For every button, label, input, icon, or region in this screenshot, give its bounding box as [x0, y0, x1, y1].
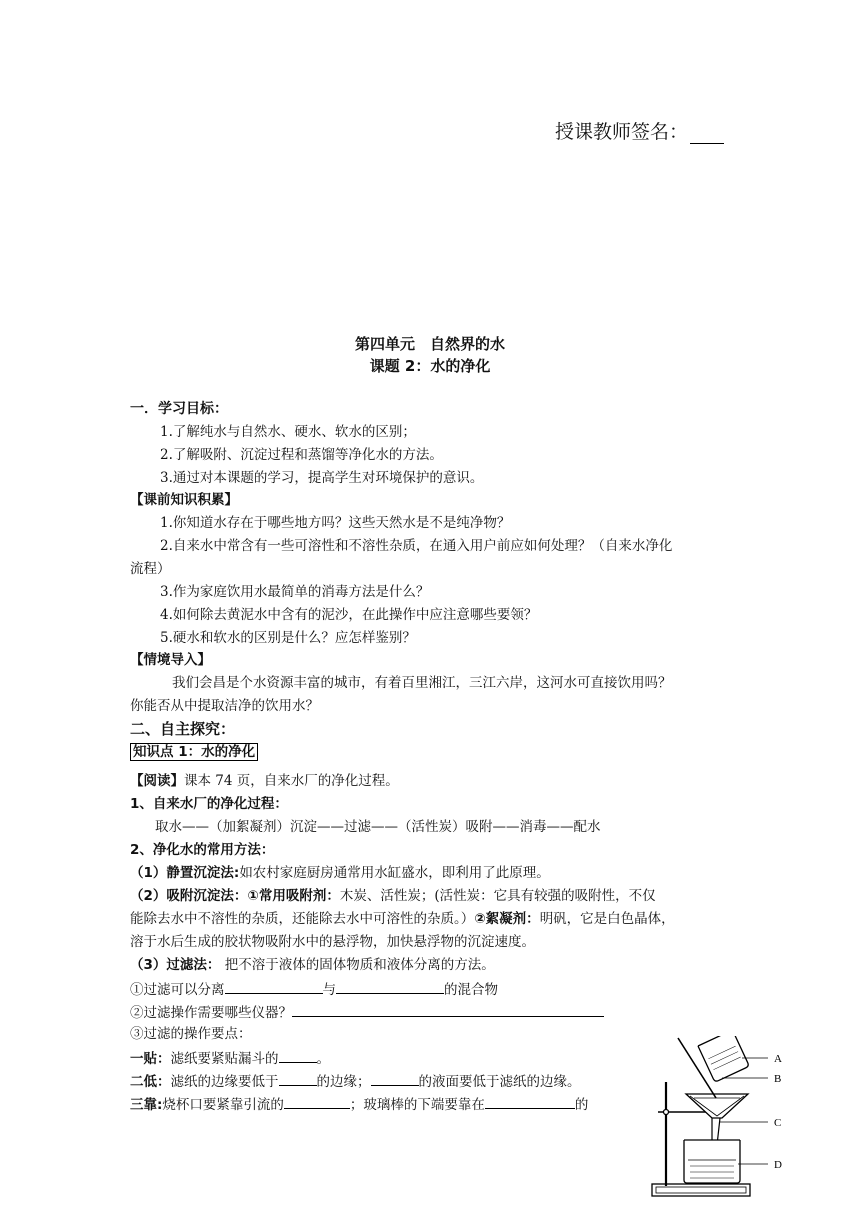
answer-blank[interactable] [284, 1094, 350, 1109]
method-1: （1）静置沉淀法:如农村家庭厨房通常用水缸盛水，即利用了此原理。 [130, 865, 550, 881]
read-text: 课本 74 页，自来水厂的净化过程。 [184, 773, 399, 789]
answer-blank[interactable] [225, 979, 323, 994]
answer-blank[interactable] [485, 1094, 575, 1109]
objective-item: 3.通过对本课题的学习，提高学生对环境保护的意识。 [160, 470, 484, 486]
explore-heading: 二、自主探究： [130, 720, 236, 738]
objective-item: 2.了解吸附、沉淀过程和蒸馏等净化水的方法。 [160, 447, 443, 463]
answer-blank[interactable] [292, 1002, 604, 1017]
two-low: 二低：滤纸的边缘要低于 的边缘； 的液面要低于滤纸的边缘。 [130, 1071, 581, 1091]
lesson-title: 课题 2：水的净化 [369, 357, 491, 375]
signature-label: 授课教师签名： [555, 121, 689, 143]
method-3: （3）过滤法： 把不溶于液体的固体物质和液体分离的方法。 [130, 957, 495, 973]
objective-item: 1.了解纯水与自然水、硬水、软水的区别； [160, 424, 416, 440]
scenario-heading: 【情境导入】 [130, 652, 211, 668]
label-a: A [774, 1053, 782, 1065]
method-3-name: 过滤法： [166, 957, 221, 973]
teacher-signature [555, 117, 724, 144]
preclass-q2: 2.自来水中常含有一些可溶性和不溶性杂质，在通入用户前应如何处理？（自来水净化 [160, 538, 673, 554]
scenario-line1: 我们会昌是个水资源丰富的城市，有着百里湘江，三江六岸，这河水可直接饮用吗？ [172, 675, 672, 691]
method-2-cont2: 溶于水后生成的胶状物吸附水中的悬浮物，加快悬浮物的沉淀速度。 [130, 934, 535, 950]
plant-process-flow: 取水——（加絮凝剂）沉淀——过滤——（活性炭）吸附——消毒——配水 [155, 819, 601, 835]
answer-blank[interactable] [371, 1071, 419, 1086]
method-2: （2）吸附沉淀法：①常用吸附剂：木炭、活性炭；(活性炭：它具有较强的吸附性，不仅 [130, 888, 656, 904]
label-c: C [774, 1117, 782, 1129]
signature-blank[interactable] [690, 125, 724, 144]
preclass-q2-cont: 流程） [130, 561, 171, 577]
objectives-heading: 一．学习目标： [130, 401, 228, 417]
method-2-cont: 能除去水中不溶性的杂质，还能除去水中可溶性的杂质。）②絮凝剂：明矾，它是白色晶体， [130, 911, 675, 927]
read-line [130, 772, 399, 790]
preclass-q1: 1.你知道水存在于哪些地方吗？这些天然水是不是纯净物？ [160, 515, 511, 531]
filtration-apparatus-diagram [650, 1036, 795, 1212]
method-1-name: 静置沉淀法: [166, 865, 240, 881]
read-tag: 【阅读】 [130, 773, 184, 789]
filter-q1: ①过滤可以分离 与 的混合物 [130, 979, 498, 999]
method-2-name: 吸附沉淀法： [166, 888, 248, 904]
label-d: D [774, 1159, 782, 1171]
preclass-q4: 4.如何除去黄泥水中含有的泥沙，在此操作中应注意哪些要领？ [160, 607, 538, 623]
section1-heading: 1、自来水厂的净化过程： [130, 796, 288, 812]
answer-blank[interactable] [336, 979, 444, 994]
filter-q3: ③过滤的操作要点： [130, 1026, 252, 1042]
answer-blank[interactable] [279, 1048, 317, 1063]
preclass-heading: 【课前知识积累】 [130, 492, 238, 508]
unit-title: 第四单元 自然界的水 [354, 335, 505, 353]
knowledge-point-1-label: 知识点 1：水的净化 [130, 743, 258, 761]
scenario-line2: 你能否从中提取洁净的饮用水？ [130, 698, 319, 714]
three-lean: 三靠:烧杯口要紧靠引流的 ；玻璃棒的下端要靠在 的 [130, 1094, 588, 1114]
filter-q2: ②过滤操作需要哪些仪器？ [130, 1002, 604, 1022]
one-stick: 一贴：滤纸要紧贴漏斗的 。 [130, 1048, 330, 1068]
label-b: B [774, 1073, 782, 1085]
preclass-q5: 5.硬水和软水的区别是什么？应怎样鉴别？ [160, 630, 416, 646]
preclass-q3: 3.作为家庭饮用水最简单的消毒方法是什么？ [160, 584, 430, 600]
answer-blank[interactable] [279, 1071, 317, 1086]
knowledge-point-1 [130, 743, 258, 761]
section2-heading: 2、净化水的常用方法： [130, 842, 275, 858]
